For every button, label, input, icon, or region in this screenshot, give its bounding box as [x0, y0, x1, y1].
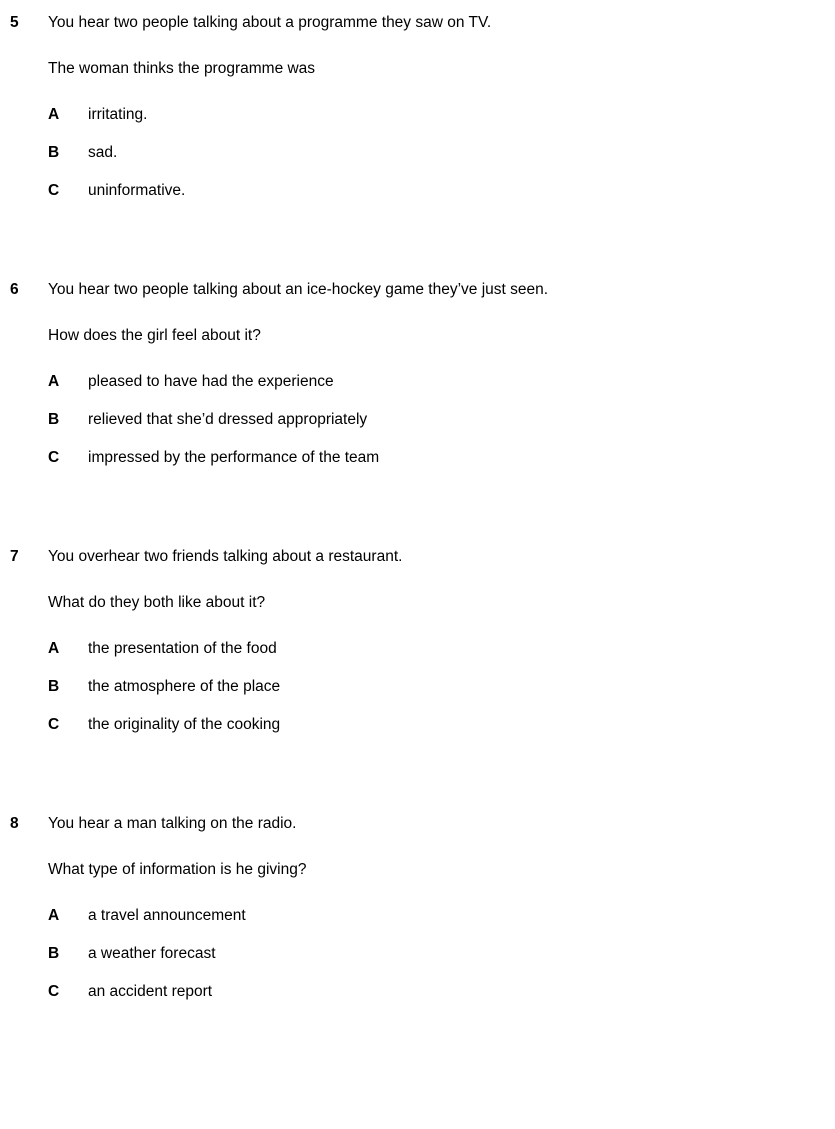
question-number: 7 — [10, 548, 19, 565]
option-row[interactable] — [0, 638, 835, 676]
option-row[interactable] — [0, 409, 835, 447]
option-text: the originality of the cooking — [88, 716, 281, 733]
option-list — [0, 104, 835, 218]
option-text: the atmosphere of the place — [88, 678, 281, 695]
question-number: 6 — [10, 281, 19, 298]
option-letter: B — [48, 945, 60, 962]
option-letter: C — [48, 182, 60, 199]
question-block-7 — [0, 546, 835, 733]
question-block-8 — [0, 813, 835, 1000]
question-prompt-text: What type of information is he giving? — [48, 861, 307, 878]
option-letter: A — [48, 640, 60, 657]
option-row[interactable] — [0, 981, 835, 1019]
option-text: a weather forecast — [88, 945, 216, 962]
question-block-6 — [0, 279, 835, 466]
option-letter: A — [48, 373, 60, 390]
question-number: 8 — [10, 815, 19, 832]
option-letter: A — [48, 907, 60, 924]
option-row[interactable] — [0, 142, 835, 180]
question-number: 5 — [10, 14, 19, 31]
option-row[interactable] — [0, 676, 835, 714]
question-stem-text: You hear two people talking about an ice-hockey game they’ve just seen. — [48, 281, 549, 298]
option-text: pleased to have had the experience — [88, 373, 334, 390]
option-text: relieved that she’d dressed appropriately — [88, 411, 368, 428]
option-text: an accident report — [88, 983, 213, 1000]
question-stem-text: You hear two people talking about a programme they saw on TV. — [48, 14, 492, 31]
option-text: sad. — [88, 144, 118, 161]
option-row[interactable] — [0, 714, 835, 752]
option-text: impressed by the performance of the team — [88, 449, 380, 466]
question-stem-row — [0, 279, 835, 301]
option-row[interactable] — [0, 905, 835, 943]
question-stem-row — [0, 546, 835, 568]
question-prompt-text: The woman thinks the programme was — [48, 60, 316, 77]
option-letter: C — [48, 449, 60, 466]
option-letter: B — [48, 144, 60, 161]
option-row[interactable] — [0, 104, 835, 142]
option-letter: A — [48, 106, 60, 123]
question-stem-row — [0, 12, 835, 34]
option-letter: C — [48, 716, 60, 733]
option-row[interactable] — [0, 447, 835, 485]
option-letter: B — [48, 411, 60, 428]
question-prompt-text: What do they both like about it? — [48, 594, 266, 611]
question-stem-row — [0, 813, 835, 835]
option-letter: B — [48, 678, 60, 695]
option-text: irritating. — [88, 106, 148, 123]
question-block-5 — [0, 12, 835, 199]
option-list — [0, 638, 835, 752]
question-stem-text: You overhear two friends talking about a restaurant. — [48, 548, 403, 565]
option-text: the presentation of the food — [88, 640, 277, 657]
option-row[interactable] — [0, 943, 835, 981]
option-letter: C — [48, 983, 60, 1000]
option-text: a travel announcement — [88, 907, 246, 924]
option-row[interactable] — [0, 371, 835, 409]
option-list — [0, 371, 835, 485]
question-stem-text: You hear a man talking on the radio. — [48, 815, 297, 832]
option-row[interactable] — [0, 180, 835, 218]
question-prompt-text: How does the girl feel about it? — [48, 327, 261, 344]
option-list — [0, 905, 835, 1019]
option-text: uninformative. — [88, 182, 186, 199]
